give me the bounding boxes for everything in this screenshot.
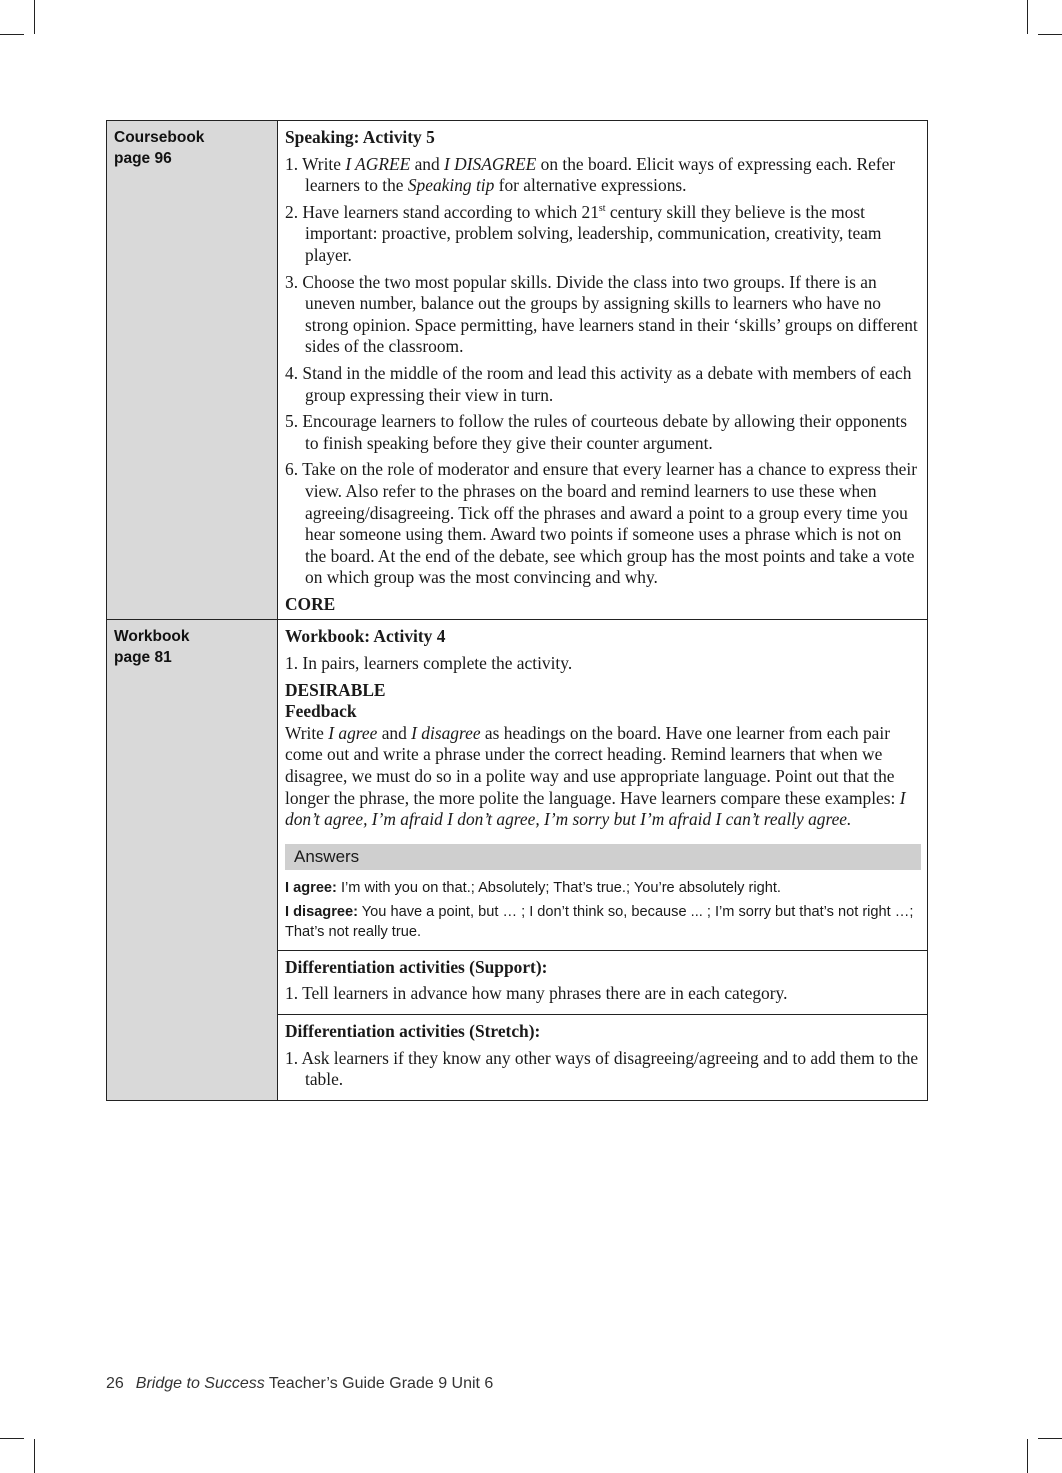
ref-page-label: page 81 [114, 649, 172, 667]
step-1: 1. Ask learners if they know any other ways of disagreeing/agreeing and to add them to the table. [285, 1047, 919, 1090]
steps-list [285, 1048, 921, 1091]
ref-page-label: page 96 [114, 150, 172, 167]
workbook-row [107, 620, 928, 950]
step-3: 3. Choose the two most popular skills. Divide the class into two groups. If there is an uneven number, balance out the groups by assigning skills to learners who have no strong opinion. Space permitting, have learners stand in their ‘skills’ groups on different sides of the classroom. [285, 271, 918, 357]
workbook-reference [107, 620, 278, 1100]
answers-heading: Answers [285, 844, 921, 870]
step-1: 1. Tell learners in advance how many phrases there are in each category. [285, 983, 788, 1004]
support-cell [278, 950, 928, 1014]
stretch-cell [278, 1015, 928, 1101]
step-1: 1. In pairs, learners complete the activity. [285, 653, 573, 674]
crop-mark [0, 34, 24, 35]
step-2: 2. Have learners stand according to which 21st century skill they believe is the most important: proactive, problem solving, leadership, communication, creativity, team player. [285, 201, 882, 265]
step-4: 4. Stand in the middle of the room and lead this activity as a debate with members of each group expressing their view in turn. [285, 362, 912, 405]
footer-text: Teacher’s Guide Grade 9 Unit 6 [264, 1375, 494, 1392]
step-5: 5. Encourage learners to follow the rules of courteous debate by allowing their opponents to finish speaking before they give their counter argument. [285, 411, 908, 453]
lesson-plan-table [106, 120, 928, 1101]
coursebook-row [107, 121, 928, 620]
crop-mark [1038, 1438, 1062, 1439]
crop-mark [1038, 34, 1062, 35]
speaking-activity-cell [278, 121, 928, 620]
book-title: Bridge to Success [135, 1375, 265, 1392]
workbook-activity-cell [278, 620, 928, 950]
level-tag: CORE [285, 593, 336, 614]
page-number: 26 [106, 1375, 124, 1392]
answer-disagree: I disagree: You have a point, but … ; I don’t think so, because ... ; I’m sorry but that’s not right …; That’s not really true. [285, 903, 914, 940]
crop-mark [34, 0, 35, 34]
step-6: 6. Take on the role of moderator and ensure that every learner has a chance to express their view. Also refer to the phrases on the board and remind learners to use these when agreeing/disagreeing. Tick off the phrases and award a point to a group every time you hear someone using them. Award two points if someone uses a phrase which is not on the board. At the end of the debate, see which group has the most points and take a vote on which group was the most convincing and why. [285, 459, 917, 588]
step-1: 1. Write I AGREE and I DISAGREE on the board. Elicit ways of expressing each. Refer learners to the Speaking tip for alternative expressions. [285, 153, 896, 196]
activity-title: Workbook: Activity 4 [285, 626, 446, 647]
level-tag: DESIRABLE [285, 679, 386, 700]
feedback-title: Feedback [285, 701, 357, 722]
crop-mark [34, 1439, 35, 1473]
coursebook-reference [107, 121, 278, 620]
page-footer [106, 1375, 493, 1393]
steps-list [285, 983, 921, 1005]
crop-mark [1027, 1439, 1028, 1473]
answer-agree: I agree: I’m with you on that.; Absolutely; That’s true.; You’re absolutely right. [285, 879, 781, 896]
steps-list [285, 154, 921, 589]
ref-book-label: Coursebook [114, 129, 205, 146]
support-title: Differentiation activities (Support): [285, 956, 548, 977]
crop-mark [1027, 0, 1028, 34]
activity-title: Speaking: Activity 5 [285, 127, 435, 147]
feedback-text: Write I agree and I disagree as headings on the board. Have one learner from each pair come out and write a phrase under the correct heading. Remind learners that when we disagree, we must do so in a polite way and use appropriate language. Point out that the longer the phrase, the more polite the language. Have learners compare these examples: I don’t agree, I’m afraid I don’t agree, I’m sorry but I’m afraid I can’t really agree. [285, 722, 906, 830]
stretch-title: Differentiation activities (Stretch): [285, 1021, 541, 1041]
steps-list [285, 653, 921, 675]
crop-mark [0, 1438, 24, 1439]
ref-book-label: Workbook [114, 628, 190, 646]
